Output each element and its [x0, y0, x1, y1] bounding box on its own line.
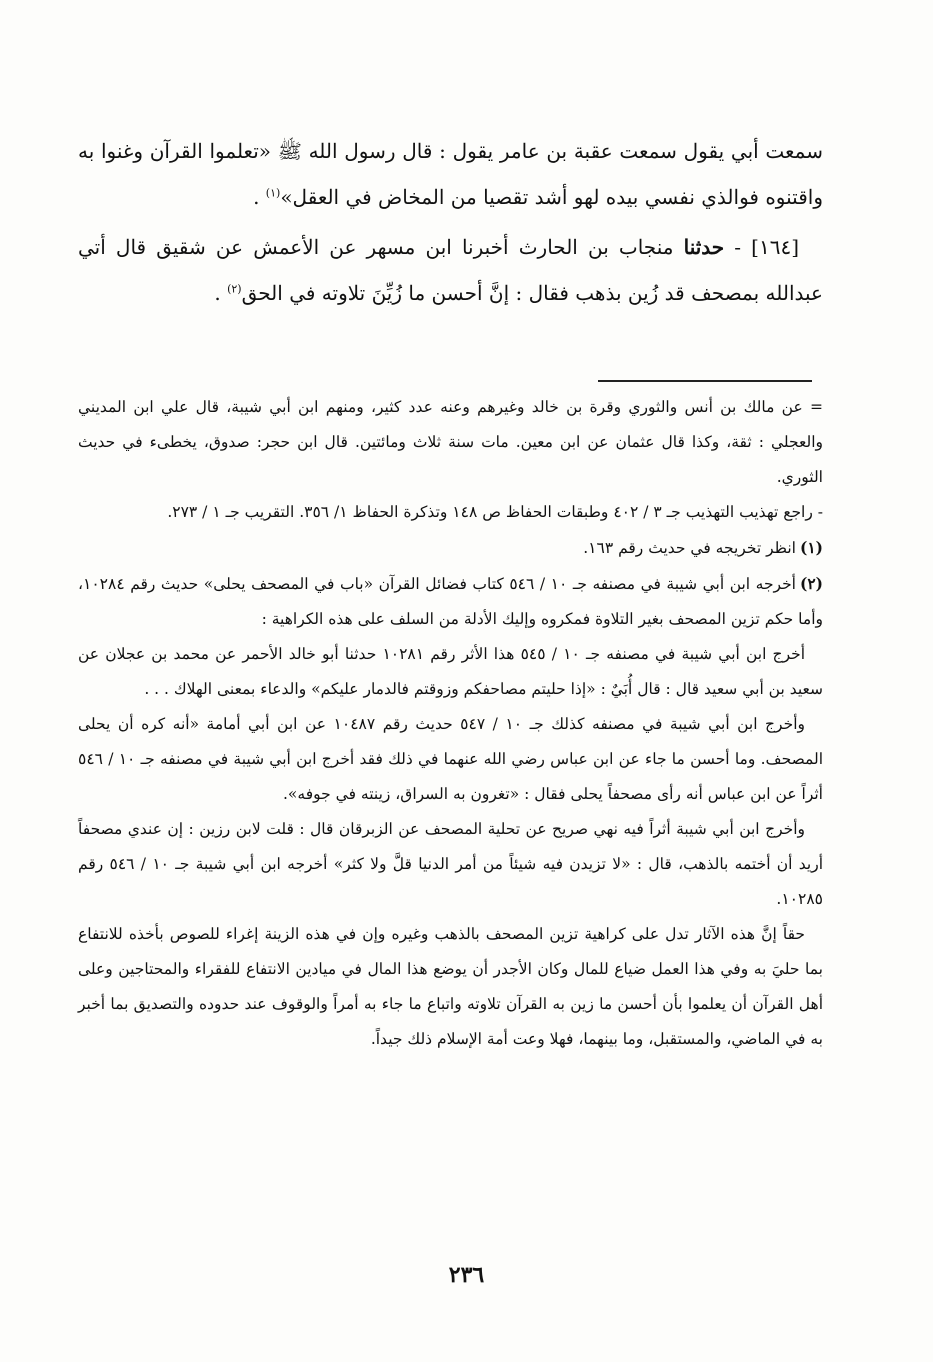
- hadith-text: سمعت أبي يقول سمعت عقبة بن عامر يقول : قال رسول الله ﷺ «تعلموا القرآن وغنوا به واقتنوه فوالذي نفسي بيده لهو أشد تقصيا من المخاض في العقل»: [78, 139, 823, 209]
- footnote-2: [78, 566, 823, 637]
- hadith-paragraph-1: [78, 128, 823, 220]
- footnote-1-marker: (١): [799, 538, 823, 557]
- hadith-text: منجاب بن الحارث أخبرنا ابن مسهر عن الأعمش عن شقيق قال أتي عبدالله بمصحف قد زُين بذهب فقال : إنَّ أحسن ما زُيِّنَ تلاوته في الحق: [78, 235, 823, 305]
- footnote-2-text: أخرجه ابن أبي شيبة في مصنفه جـ ١٠ / ٥٤٦ كتاب فضائل القرآن «باب في المصحف يحلى» حديث رقم ١٠٢٨٤، وأما حكم تزين المصحف بغير التلاوة فمكروه وإليك الأدلة من السلف على هذه الكراهية :: [78, 575, 823, 628]
- footnote-separator: [598, 380, 812, 382]
- footnote-2-marker: (٢): [799, 574, 823, 593]
- period: .: [253, 185, 260, 209]
- footnote-2-paragraph-4: وأخرج ابن أبي شيبة أثراً فيه نهي صريح عن تحلية المصحف عن الزبرقان قال : قلت لابن رزين : إن عندي مصحفاً أريد أن أختمه بالذهب، قال : «لا تزيدن فيه شيئاً من أمر الدنيا قلَّ ولا كثر» أخرجه ابن أبي شيبة جـ ١٠ / ٥٤٦ رقم ١٠٢٨٥.: [78, 820, 824, 908]
- main-text: [78, 128, 823, 320]
- hadith-number: [١٦٤] -: [734, 235, 800, 259]
- footnote-1-text: انظر تخريجه في حديث رقم ١٦٣.: [583, 539, 796, 557]
- footnote-ref-1: (١): [265, 186, 281, 200]
- footnote-2-paragraph-5: حقاً إنَّ هذه الآثار تدل على كراهية تزين المصحف بالذهب وغيره وإن في هذه الزينة إغراء للصوص بأخذه للانتفاع بما حليَ به وفي هذا العمل ضياع للمال وكان الأجدر أن يوضع هذا المال في ميادين الانتفاع للفقراء والمحتاجين وعلى أهل القرآن أن يعلموا بأن أحسن ما زين به القرآن تلاوته واتباع ما جاء به أمراً والوقوف عند حدوده والتصديق بما أخبر به في الماضي، والمستقبل، وما بينهما، فهلا وعت أمة الإسلام ذلك جيداً.: [78, 925, 823, 1048]
- footnote-2-paragraph-3: وأخرج ابن أبي شيبة في مصنفه كذلك جـ ١٠ / ٥٤٧ حديث رقم ١٠٤٨٧ عن ابن أبي أمامة «أنه كره أن يحلى المصحف. وما أحسن ما جاء عن ابن عباس رضي الله عنهما في ذلك فقد أخرج ابن أبي شيبة في مصنفه جـ ١٠ / ٥٤٦ أثراً عن ابن عباس أنه رأى مصحفاً يحلى فقال : «تغرون به السراق، زينته في جوفه».: [78, 715, 824, 803]
- footnotes: [78, 390, 823, 1057]
- hadith-paragraph-2: [78, 224, 823, 316]
- footnote-ref-2: (٢): [227, 282, 242, 296]
- footnote-2-paragraph-2: أخرج ابن أبي شيبة في مصنفه جـ ١٠ / ٥٤٥ هذا الأثر رقم ١٠٢٨١ حدثنا أبو خالد الأحمر عن محمد بن عجلان عن سعيد بن أبي سعيد قال : قال أُبَيٌ : «إذا حليتم مصاحفكم وزوقتم فالدمار عليكم» والدعاء بمعنى الهلاك . . .: [78, 645, 823, 698]
- page-number: ٢٣٦: [448, 1262, 485, 1288]
- footnote-1: [78, 530, 823, 566]
- footnote-continued-sources: - راجع تهذيب التهذيب جـ ٣ / ٤٠٢ وطبقات الحفاظ ص ١٤٨ وتذكرة الحفاظ ١/ ٣٥٦. التقريب جـ ١ / ٢٧٣.: [167, 503, 823, 521]
- period: .: [214, 281, 221, 305]
- footnote-continued: = عن مالك بن أنس والثوري وقرة بن خالد وغيرهم وعنه عدد كثير، ومنهم ابن أبي شيبة، قال علي ابن المديني والعجلي : ثقة، وكذا قال عثمان عن ابن معين. مات سنة ثلاث ومائتين. قال ابن حجر: صدوق، يخطىء في حديث الثوري.: [78, 398, 823, 486]
- hadith-lead-word: حدثنا: [683, 235, 725, 259]
